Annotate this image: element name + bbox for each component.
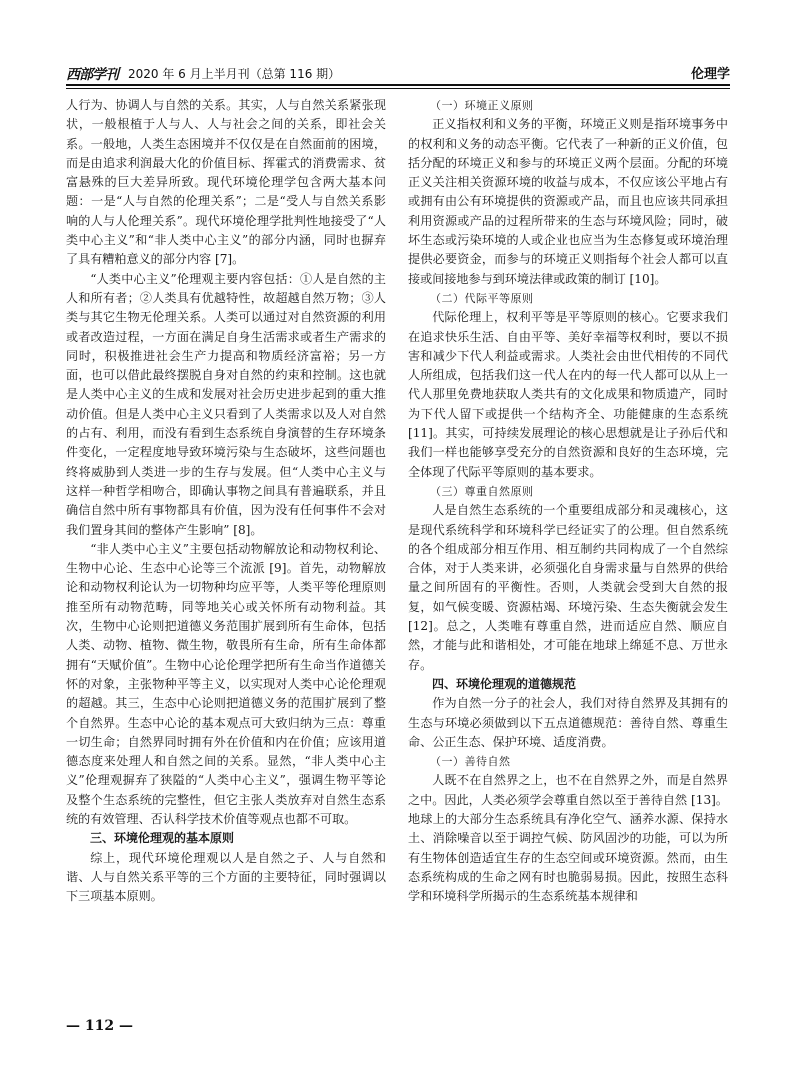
issue-info: 2020 年 6 月上半月刊（总第 116 期） bbox=[128, 67, 341, 81]
paragraph: 人既不在自然界之上，也不在自然界之外，而是自然界之中。因此，人类必须学会尊重自然以至于善待自然 [13]。地球上的大部分生态系统具有净化空气、涵养水源、保持水土、消除噪音以至于调控气候、防风固沙的功能，可以为所有生物体创造适宜生存的生态空间或环境资源。然而，由生态系统构成的生命之网有时也脆弱易损。因此，按照生态科学和环境科学所揭示的生态系统基本规律和 bbox=[408, 773, 728, 904]
paragraph: 作为自然一分子的社会人，我们对待自然界及其拥有的生态与环境必须做到以下五点道德规范：善待自然、尊重生命、公正生态、保护环境、适度消费。 bbox=[408, 696, 728, 749]
paragraph: 综上，现代环境伦理观以人是自然之子、人与自然和谐、人与自然关系平等的三个方面的主要特征，同时强调以下三项基本原则。 bbox=[66, 850, 386, 904]
header-rule-thick bbox=[66, 84, 730, 86]
page-header bbox=[66, 62, 730, 84]
paragraph: 正义指权利和义务的平衡，环境正义则是指环境事务中的权利和义务的动态平衡。它代表了一种新的正义价值，包括分配的环境正义和参与的环境正义两个层面。分配的环境正义关注相关资源环境的收益与成本，不仅应该公平地占有或拥有由公有环境提供的资源或产品，而且也应该共同承担利用资源或产品的过程所带来的生态与环境风险；同时，破坏生态或污染环境的人或企业也应当为生态修复或环境治理提供必要资金，而参与的环境正义则指每个社会人都可以直接或间接地参与到环境法律或政策的制订 [10]。 bbox=[408, 117, 728, 286]
paragraph: “非人类中心主义”主要包括动物解放论和动物权利论、生物中心论、生态中心论等三个流派 [9]。首先，动物解放论和动物权利论认为一切物种均应平等，人类平等伦理原则推至所有动物范畴，同等地关心或关怀所有动物利益。其次，生物中心论则把道德义务范围扩展到所有生命体，包括人类、动物、植物、微生物，敬畏所有生命，所有生命体都拥有“天赋价值”。生物中心论伦理学把所有生命当作道德关怀的对象，主张物种平等主义，以实现对人类中心论伦理观的超越。其三，生态中心论则把道德义务的范围扩展到了整个自然界。生态中心论的基本观点可大致归纳为三点：尊重一切生命；自然界同时拥有外在价值和内在价值；应该用道德态度来处理人和自然之间的关系。显然，“非人类中心主义”伦理观摒弃了狭隘的“人类中心主义”，强调生物平等论及整个生态系统的完整性，但它主张人类放弃对自然生态系统的有效管理、否认科学技术价值等观点也都不可取。 bbox=[66, 541, 386, 826]
section-heading: 四、环境伦理观的道德规范 bbox=[432, 676, 577, 691]
paragraph: 人是自然生态系统的一个重要组成部分和灵魂核心，这是现代系统科学和环境科学已经证实了的公理。但自然系统的各个组成部分相互作用、相互制约共同构成了一个自然综合体，对于人类来讲，必须强化自身需求量与自然界的供给量之间所固有的平衡性。否则，人类就会受到大自然的报复，如气候变暖、资源枯竭、环境污染、生态失衡就会发生 [12]。总之，人类唯有尊重自然，进而适应自然、顺应自然，才能与此和谐相处，才可能在地球上绵延不息、万世永存。 bbox=[408, 503, 728, 672]
header-rule-thin bbox=[66, 88, 730, 89]
paragraph: “人类中心主义”伦理观主要内容包括：①人是自然的主人和所有者；②人类具有优越特性，故超越自然万物；③人类与其它生物无伦理关系。人类可以通过对自然资源的利用或者改造过程，一方面在满足自身生活需求或者生产需求的同时，积极推进社会生产力提高和物质经济富裕；另一方面，也可以借此最终摆脱自身对自然的约束和控制。这也就是人类中心主义的生成和发展对社会历史进步起到的重大推动价值。但是人类中心主义只看到了人类需求以及人对自然的占有、利用，而没有看到生态系统自身演替的生存环境条件变化，一定程度地导致环境污染与生态破坏，这些问题也终将威胁到人类进一步的生存与发展。但“人类中心主义与这样一种哲学相吻合，即确认事物之间具有普遍联系，并且确信自然中所有事物都具有价值，因为没有任何事件不会对我们置身其间的整体产生影响” [8]。 bbox=[66, 271, 386, 537]
right-column bbox=[408, 96, 728, 1016]
section-title: 伦理学 bbox=[690, 67, 730, 82]
left-column bbox=[66, 96, 386, 1016]
section-heading: 三、环境伦理观的基本原则 bbox=[90, 831, 235, 846]
subsection-heading: （二）代际平等原则 bbox=[430, 291, 534, 305]
subsection-heading: （三）尊重自然原则 bbox=[430, 484, 534, 498]
subsection-heading: （一）环境正义原则 bbox=[430, 99, 534, 112]
journal-logo: 西部学刊 bbox=[66, 67, 118, 83]
paragraph: 人行为、协调人与自然的关系。其实，人与自然关系紧张现状，一般根植于人与人、人与社会之间的关系，即社会关系。一般地，人类生态困境并不仅仅是在自然面前的困境，而是由追求利润最大化的价值目标、挥霍式的消费需求、贫富悬殊的巨大差异所致。现代环境伦理学包含两大基本问题：一是“人与自然的伦理关系”；二是“受人与自然关系影响的人与人伦理关系”。现代环境伦理学批判性地接受了“人类中心主义”和“非人类中心主义”的部分内涵，同时也摒弃了具有糟粕意义的部分内容 [7]。 bbox=[66, 98, 386, 267]
subsection-heading: （一）善待自然 bbox=[430, 755, 511, 769]
page-number: — 112 — bbox=[66, 1018, 133, 1034]
paragraph: 代际伦理上，权利平等是平等原则的核心。它要求我们在追求快乐生活、自由平等、美好幸福等权利时，要以不损害和减少下代人利益或需求。人类社会由世代相传的不同代人所组成，包括我们这一代人在内的每一代人都可以从上一代人那里免费地获取人类共有的文化成果和物质遗产，同时为下代人留下或提供一个结构齐全、功能健康的生态系统 [11]。其实，可持续发展理论的核心思想就是让子孙后代和我们一样也能够享受充分的自然资源和良好的生态环境，完全体现了代际平等原则的基本要求。 bbox=[408, 310, 728, 479]
